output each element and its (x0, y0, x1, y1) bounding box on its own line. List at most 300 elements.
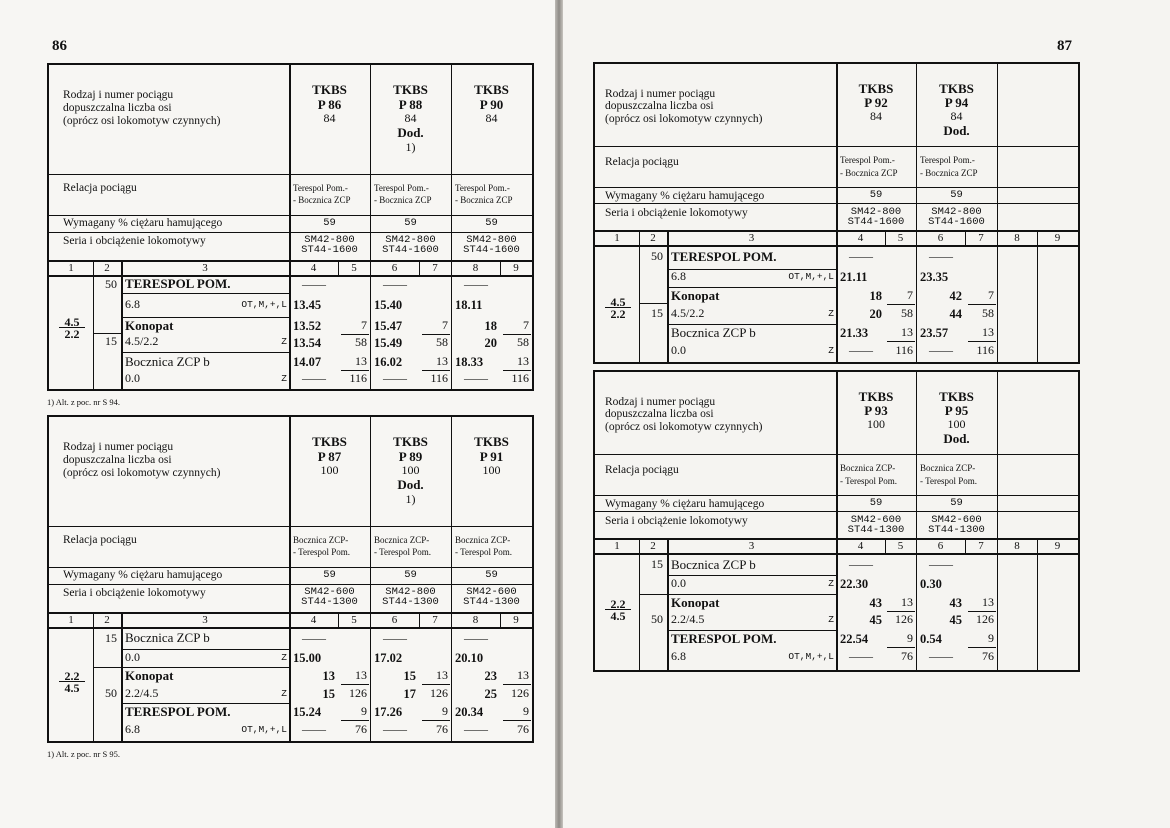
run-minutes: 76 (982, 649, 994, 663)
column-number: 9 (1054, 540, 1061, 552)
loco-label: Seria i obciążenie lokomotywy (605, 515, 748, 527)
time-dash: —— (302, 722, 326, 736)
train-loco-2: ST44-1600 (463, 244, 520, 256)
header-label-3: (oprócz osi lokomotyw czynnych) (63, 467, 221, 479)
column-number: 7 (978, 540, 984, 552)
column-number: 4 (310, 262, 317, 274)
gradient-bottom: 2.2 (610, 307, 626, 321)
train-relation-2: - Terespol Pom. (374, 547, 431, 557)
station-codes: Z (281, 373, 287, 384)
station-km: 0.0 (671, 343, 686, 357)
train-brake: 59 (950, 497, 963, 509)
train-relation-1: Bocznica ZCP- (840, 463, 896, 473)
time-dash: —— (383, 722, 407, 736)
train-axles: 84 (950, 109, 963, 123)
braking-label: Wymagany % ciężaru hamującego (605, 190, 765, 202)
column-number: 3 (202, 262, 208, 274)
station-codes: OT,M,+,L (788, 271, 834, 282)
column-number: 8 (472, 262, 479, 274)
station-km: 2.2/4.5 (671, 612, 705, 626)
header-label-2: dopuszczalna liczba osi (605, 100, 714, 112)
column-number: 3 (202, 614, 208, 626)
speed-limit: 50 (105, 686, 117, 700)
run-minutes: 9 (361, 704, 367, 718)
column-number: 3 (748, 232, 755, 244)
header-label-2: dopuszczalna liczba osi (605, 408, 714, 420)
train-loco-1: SM42-800 (931, 206, 982, 218)
loco-label: Seria i obciążenie lokomotywy (63, 587, 206, 599)
train-axles: 100 (401, 463, 420, 477)
train-brake: 59 (485, 217, 498, 229)
station-codes: OT,M,+,L (241, 724, 287, 735)
column-number: 2 (650, 232, 656, 244)
time-dash: —— (302, 277, 326, 291)
station-km: 2.2/4.5 (125, 686, 159, 700)
train-brake: 59 (869, 189, 883, 201)
column-number: 5 (351, 262, 357, 274)
time-value: 18 (484, 319, 497, 333)
column-number: 8 (472, 614, 479, 626)
header-label-1: Rodzaj i numer pociągu (63, 89, 174, 101)
run-minutes: 13 (436, 354, 448, 368)
time-value: 13.54 (293, 336, 322, 350)
run-minutes: 13 (355, 668, 367, 682)
station-km: 6.8 (671, 649, 686, 663)
column-number: 6 (937, 232, 944, 244)
station-name: Konopat (671, 288, 720, 303)
column-number: 2 (104, 614, 110, 626)
run-minutes: 13 (982, 595, 994, 609)
train-axles: 100 (482, 463, 501, 477)
loco-label: Seria i obciążenie lokomotywy (63, 235, 206, 247)
speed-limit: 50 (105, 277, 117, 291)
train-type: TKBS (858, 389, 894, 404)
loco-label: Seria i obciążenie lokomotywy (605, 207, 748, 219)
column-number: 6 (937, 540, 944, 552)
train-brake: 59 (404, 217, 417, 229)
train-relation-2: - Bocznica ZCP (920, 168, 978, 178)
station-name: Bocznica ZCP b (125, 354, 210, 369)
time-value: 23.35 (920, 270, 949, 284)
speed-limit: 15 (105, 334, 117, 348)
time-value: 43 (869, 596, 882, 610)
train-brake: 59 (323, 569, 336, 581)
train-brake: 59 (323, 217, 336, 229)
column-number: 5 (351, 614, 357, 626)
time-value: 17.02 (374, 651, 403, 665)
column-number: 7 (978, 232, 984, 244)
station-codes: Z (828, 614, 834, 625)
train-dod: Dod. (397, 125, 424, 140)
train-number: P 93 (864, 403, 888, 418)
time-dash: —— (464, 631, 488, 645)
time-dash: —— (464, 722, 488, 736)
train-loco-2: ST44-1600 (928, 216, 985, 228)
station-codes: OT,M,+,L (241, 299, 287, 310)
time-value: 20.34 (455, 705, 484, 719)
time-value: 0.54 (920, 632, 942, 646)
station-codes: Z (828, 578, 834, 589)
train-dod: Dod. (943, 431, 970, 446)
station-codes: Z (828, 345, 834, 356)
time-dash: —— (929, 557, 953, 571)
column-number: 1 (68, 614, 74, 626)
time-value: 20.10 (455, 651, 484, 665)
time-dash: —— (849, 649, 873, 663)
train-loco-1: SM42-800 (850, 206, 902, 218)
left-page (0, 0, 555, 828)
run-minutes: 9 (907, 631, 913, 645)
gradient-top: 2.2 (64, 669, 80, 683)
header-label-1: Rodzaj i numer pociągu (63, 441, 174, 453)
column-number: 5 (897, 232, 904, 244)
run-minutes: 7 (442, 318, 448, 332)
run-minutes: 58 (355, 335, 367, 349)
train-type: TKBS (939, 389, 974, 404)
time-dash: —— (464, 371, 488, 385)
column-number: 1 (614, 232, 620, 244)
time-value: 22.54 (840, 632, 869, 646)
train-loco-1: SM42-600 (931, 514, 982, 526)
train-type: TKBS (474, 82, 509, 97)
column-number: 9 (513, 262, 519, 274)
column-number: 2 (650, 540, 656, 552)
train-number: P 94 (944, 95, 969, 110)
train-brake: 59 (485, 569, 498, 581)
station-km: 0.0 (671, 576, 686, 590)
train-loco-2: ST44-1300 (382, 596, 439, 608)
time-dash: —— (929, 249, 953, 263)
column-number: 1 (68, 262, 74, 274)
time-value: 18.11 (455, 298, 483, 312)
run-minutes: 116 (976, 343, 994, 357)
column-number: 3 (748, 540, 755, 552)
run-minutes: 126 (430, 686, 448, 700)
train-loco-2: ST44-1600 (382, 244, 439, 256)
run-minutes: 13 (982, 325, 994, 339)
train-axles: 100 (320, 463, 339, 477)
train-relation-1: Terespol Pom.- (374, 183, 429, 193)
time-value: 15.47 (374, 319, 403, 333)
time-value: 45 (869, 613, 882, 627)
train-loco-1: SM42-800 (304, 234, 355, 246)
train-number: P 92 (864, 95, 888, 110)
header-label-1: Rodzaj i numer pociągu (605, 88, 716, 100)
train-relation-1: Terespol Pom.- (455, 183, 510, 193)
train-loco-2: ST44-1300 (847, 524, 905, 536)
station-codes: Z (281, 688, 287, 699)
time-dash: —— (849, 249, 873, 263)
time-value: 15 (403, 669, 416, 683)
speed-limit: 15 (651, 306, 663, 320)
train-relation-2: - Bocznica ZCP (455, 195, 513, 205)
train-brake: 59 (404, 569, 417, 581)
train-axles: 84 (323, 111, 336, 125)
relation-label: Relacja pociągu (63, 182, 137, 194)
station-codes: Z (828, 308, 834, 319)
gradient-bottom: 4.5 (610, 609, 626, 623)
run-minutes: 116 (895, 343, 913, 357)
train-relation-2: - Terespol Pom. (293, 547, 350, 557)
column-number: 7 (432, 614, 438, 626)
train-type: TKBS (393, 82, 428, 97)
header-label-3: (oprócz osi lokomotyw czynnych) (63, 115, 221, 127)
column-number: 8 (1014, 232, 1020, 244)
time-value: 23.57 (920, 326, 949, 340)
run-minutes: 76 (436, 722, 448, 736)
train-dod: Dod. (943, 123, 970, 138)
train-loco-1: SM42-600 (466, 586, 517, 598)
train-number: P 88 (398, 97, 423, 112)
timetable-p86-p90 (47, 63, 534, 391)
gradient-top: 4.5 (610, 295, 626, 309)
column-number: 4 (857, 540, 864, 552)
header-label-2: dopuszczalna liczba osi (63, 454, 172, 466)
train-loco-1: SM42-600 (304, 586, 355, 598)
train-dod: Dod. (397, 477, 424, 492)
train-brake: 59 (869, 497, 883, 509)
column-number: 9 (513, 614, 519, 626)
run-minutes: 13 (901, 325, 913, 339)
column-number: 6 (391, 614, 398, 626)
run-minutes: 9 (442, 704, 448, 718)
run-minutes: 58 (901, 306, 913, 320)
train-loco-2: ST44-1600 (301, 244, 358, 256)
time-dash: —— (849, 343, 873, 357)
train-relation-1: Bocznica ZCP- (374, 535, 430, 545)
station-km: 6.8 (671, 269, 686, 283)
right-page (563, 0, 1170, 828)
book-gutter (555, 0, 563, 828)
train-axles: 84 (870, 109, 882, 123)
header-label-3: (oprócz osi lokomotyw czynnych) (605, 113, 763, 125)
train-loco-1: SM42-800 (385, 586, 436, 598)
time-value: 20 (484, 336, 497, 350)
gradient-top: 4.5 (64, 315, 80, 329)
station-km: 6.8 (125, 297, 140, 311)
time-value: 22.30 (840, 577, 869, 591)
train-loco-1: SM42-600 (850, 514, 902, 526)
column-number: 7 (432, 262, 438, 274)
time-value: 13 (322, 669, 335, 683)
column-number: 8 (1014, 540, 1020, 552)
train-type: TKBS (939, 81, 974, 96)
train-loco-1: SM42-800 (385, 234, 436, 246)
run-minutes: 126 (895, 612, 913, 626)
column-number: 5 (897, 540, 904, 552)
footnote: 1) Alt. z poc. nr S 95. (47, 749, 120, 759)
train-axles: 84 (485, 111, 498, 125)
station-name: TERESPOL POM. (671, 249, 777, 264)
train-number: P 86 (317, 97, 342, 112)
run-minutes: 116 (349, 371, 367, 385)
speed-limit: 50 (651, 249, 663, 263)
timetable-p87-p91 (47, 415, 534, 743)
time-value: 15.40 (374, 298, 403, 312)
station-name: Bocznica ZCP b (125, 630, 210, 645)
run-minutes: 76 (901, 649, 913, 663)
train-loco-2: ST44-1300 (463, 596, 520, 608)
gradient-top: 2.2 (610, 597, 626, 611)
run-minutes: 58 (436, 335, 448, 349)
run-minutes: 58 (982, 306, 994, 320)
time-value: 16.02 (374, 355, 403, 369)
time-value: 0.30 (920, 577, 942, 591)
run-minutes: 13 (901, 595, 913, 609)
time-dash: —— (383, 371, 407, 385)
train-type: TKBS (312, 82, 347, 97)
speed-limit: 15 (105, 631, 117, 645)
train-relation-2: - Bocznica ZCP (840, 168, 898, 178)
time-dash: —— (383, 277, 407, 291)
time-value: 44 (949, 307, 962, 321)
header-label-2: dopuszczalna liczba osi (63, 102, 172, 114)
relation-label: Relacja pociągu (63, 534, 137, 546)
station-name: TERESPOL POM. (671, 631, 777, 646)
column-number: 6 (391, 262, 398, 274)
time-value: 25 (484, 687, 497, 701)
train-relation-1: Bocznica ZCP- (920, 463, 976, 473)
train-axles: 100 (867, 417, 885, 431)
time-value: 15.24 (293, 705, 322, 719)
column-number: 9 (1054, 232, 1061, 244)
run-minutes: 7 (907, 288, 913, 302)
train-loco-2: ST44-1600 (847, 216, 905, 228)
station-name: Bocznica ZCP b (671, 325, 756, 340)
time-value: 21.11 (840, 270, 868, 284)
station-km: 0.0 (125, 650, 140, 664)
timetable-p93-p95 (593, 370, 1080, 672)
run-minutes: 126 (511, 686, 529, 700)
time-value: 13.52 (293, 319, 322, 333)
timetable-p92-p94 (593, 62, 1080, 364)
station-km: 4.5/2.2 (125, 334, 159, 348)
time-value: 45 (949, 613, 962, 627)
column-number: 1 (614, 540, 620, 552)
time-value: 20 (869, 307, 882, 321)
train-axles: 84 (404, 111, 417, 125)
train-relation-1: Terespol Pom.- (840, 155, 895, 165)
run-minutes: 9 (988, 631, 994, 645)
station-codes: Z (281, 652, 287, 663)
time-value: 17.26 (374, 705, 403, 719)
run-minutes: 7 (988, 288, 994, 302)
time-dash: —— (929, 649, 953, 663)
station-name: Konopat (125, 668, 174, 683)
time-value: 18 (869, 289, 882, 303)
train-loco-2: ST44-1300 (301, 596, 358, 608)
time-dash: —— (302, 631, 326, 645)
speed-limit: 15 (651, 557, 663, 571)
train-number: P 87 (317, 449, 342, 464)
station-name: TERESPOL POM. (125, 704, 231, 719)
train-type: TKBS (393, 434, 428, 449)
run-minutes: 9 (523, 704, 529, 718)
station-codes: OT,M,+,L (788, 651, 834, 662)
braking-label: Wymagany % ciężaru hamującego (605, 498, 765, 510)
column-number: 4 (857, 232, 864, 244)
time-value: 42 (949, 289, 962, 303)
relation-label: Relacja pociągu (605, 156, 679, 168)
train-relation-2: - Terespol Pom. (920, 476, 977, 486)
train-relation-2: - Terespol Pom. (840, 476, 897, 486)
run-minutes: 7 (361, 318, 367, 332)
time-value: 15 (322, 687, 335, 701)
time-value: 15.49 (374, 336, 403, 350)
train-number: P 91 (479, 449, 504, 464)
speed-limit: 50 (651, 612, 663, 626)
train-relation-1: Terespol Pom.- (293, 183, 348, 193)
run-minutes: 126 (976, 612, 994, 626)
time-value: 43 (949, 596, 962, 610)
run-minutes: 13 (517, 354, 529, 368)
train-type: TKBS (858, 81, 894, 96)
header-label-1: Rodzaj i numer pociągu (605, 396, 716, 408)
train-type: TKBS (312, 434, 347, 449)
station-name: Konopat (671, 595, 720, 610)
column-number: 2 (104, 262, 110, 274)
station-km: 4.5/2.2 (671, 306, 705, 320)
footnote: 1) Alt. z poc. nr S 94. (47, 397, 120, 407)
gradient-bottom: 2.2 (64, 327, 80, 341)
station-name: Bocznica ZCP b (671, 557, 756, 572)
train-relation-1: Bocznica ZCP- (293, 535, 349, 545)
run-minutes: 126 (349, 686, 367, 700)
station-km: 6.8 (125, 722, 140, 736)
time-dash: —— (383, 631, 407, 645)
train-relation-2: - Terespol Pom. (455, 547, 512, 557)
train-number: P 89 (398, 449, 423, 464)
page-number-right: 87 (1057, 38, 1072, 54)
time-dash: —— (929, 343, 953, 357)
time-value: 18.33 (455, 355, 484, 369)
station-km: 0.0 (125, 371, 140, 385)
run-minutes: 7 (523, 318, 529, 332)
time-dash: —— (464, 277, 488, 291)
train-relation-1: Terespol Pom.- (920, 155, 975, 165)
train-footnote-ref: 1) (405, 140, 416, 154)
time-value: 13.45 (293, 298, 322, 312)
train-type: TKBS (474, 434, 509, 449)
train-number: P 95 (944, 403, 969, 418)
column-number: 4 (310, 614, 317, 626)
run-minutes: 13 (436, 668, 448, 682)
time-value: 14.07 (293, 355, 322, 369)
relation-label: Relacja pociągu (605, 464, 679, 476)
gradient-bottom: 4.5 (64, 681, 80, 695)
time-value: 21.33 (840, 326, 869, 340)
header-label-3: (oprócz osi lokomotyw czynnych) (605, 421, 763, 433)
time-value: 23 (484, 669, 497, 683)
station-codes: Z (281, 336, 287, 347)
train-loco-1: SM42-800 (466, 234, 517, 246)
time-value: 15.00 (293, 651, 322, 665)
train-relation-2: - Bocznica ZCP (374, 195, 432, 205)
train-footnote-ref: 1) (405, 492, 416, 506)
page-number-left: 86 (52, 38, 67, 54)
run-minutes: 116 (511, 371, 529, 385)
run-minutes: 76 (517, 722, 529, 736)
run-minutes: 13 (355, 354, 367, 368)
run-minutes: 13 (517, 668, 529, 682)
run-minutes: 76 (355, 722, 367, 736)
train-relation-2: - Bocznica ZCP (293, 195, 351, 205)
run-minutes: 58 (517, 335, 529, 349)
time-dash: —— (302, 371, 326, 385)
braking-label: Wymagany % ciężaru hamującego (63, 217, 223, 229)
station-name: TERESPOL POM. (125, 276, 231, 291)
train-axles: 100 (947, 417, 966, 431)
